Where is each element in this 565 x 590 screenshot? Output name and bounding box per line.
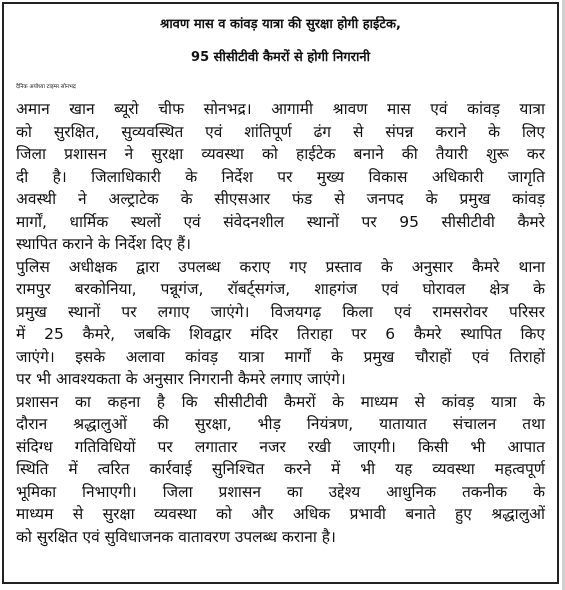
paragraph-line: पुलिस अधीक्षक द्वारा उपलब्ध कराए गए प्रस्ताव के अनुसार कैमरे थाना [16,257,545,276]
paragraph-line: मार्गों, धार्मिक स्थलों एवं संवेदनशील स्थानों पर 95 सीसीटीवी कैमरे [16,212,545,231]
headline [4,4,557,74]
paragraph-line: संदिग्ध गतिविधियों पर लगातार नजर रखी जाएगी। किसी भी आपात [16,437,545,456]
paragraph-line: जिला प्रशासन ने सुरक्षा व्यवस्था को हाईटेक बनाने की तैयारी शुरू कर [16,145,545,163]
article-body [4,98,557,548]
paragraph-line: दौरान श्रद्धालुओं की सुरक्षा, भीड़ नियंत्रण, यातायात संचालन तथा [16,415,545,433]
paragraph-line: माध्यम से सुरक्षा व्यवस्था को और अधिक प्रभावी बनाते हुए श्रद्धालुओं [16,505,545,523]
article-frame [2,2,559,584]
paragraph-line: को सुरक्षित, सुव्यवस्थित एवं शांतिपूर्ण ढंग से संपन्न कराने के लिए [16,122,545,141]
paragraph-line: को सुरक्षित एवं सुविधाजनक वातावरण उपलब्ध कराना है। [16,527,336,546]
paragraph-line: जाएंगे। इसके अलावा कांवड़ यात्रा मार्गों के प्रमुख चौराहों एवं तिराहों [16,347,545,366]
headline-line-2: 95 सीसीटीवी कैमरों से होगी निगरानी [191,50,370,65]
paragraph-line: स्थापित कराने के निर्देश दिए हैं। [16,235,192,253]
paragraph-line: दी है। जिलाधिकारी के निर्देश पर मुख्य विकास अधिकारी जागृति [16,167,545,186]
paragraph-line: अवस्थी ने अल्ट्राटेक के सीएसआर फंड से जनपद के प्रमुख कांवड़ [16,190,545,208]
headline-line-1: श्रावण मास व कांवड़ यात्रा की सुरक्षा होगी हाईटेक, [160,17,401,32]
paragraph [4,256,557,391]
dateline: दैनिक अयोध्या टाइम्स सोनभद्र [16,84,76,90]
paragraph-line: पर भी आवश्यकता के अनुसार निगरानी कैमरे लगाए जाएंगे। [16,370,346,388]
paragraph-line: में 25 कैमरे, जबकि शिवद्वार मंदिर तिराहा पर 6 कैमरे स्थापित किए [16,325,545,343]
paragraph-line: प्रशासन का कहना है कि सीसीटीवी कैमरों के माध्यम से कांवड़ यात्रा के [16,392,545,411]
paragraph [4,98,557,256]
paragraph-line: स्थिति में त्वरित कार्रवाई सुनिश्चित करने में भी यह व्यवस्था महत्वपूर्ण [16,460,545,478]
paragraph-line: रामपुर बरकोनिया, पन्नूगंज, रॉबर्ट्सगंज, शाहगंज एवं घोरावल क्षेत्र के [16,280,545,298]
paragraph-line: भूमिका निभाएगी। जिला प्रशासन का उद्देश्य आधुनिक तकनीक के [16,482,545,501]
paragraph-line: प्रमुख स्थानों पर लगाए जाएंगे। विजयगढ़ किला एवं रामसरोवर परिसर [16,302,545,321]
paragraph-line: अमान खान ब्यूरो चीफ सोनभद्र। आगामी श्रावण मास एवं कांवड़ यात्रा [16,100,545,118]
paragraph [4,391,557,549]
